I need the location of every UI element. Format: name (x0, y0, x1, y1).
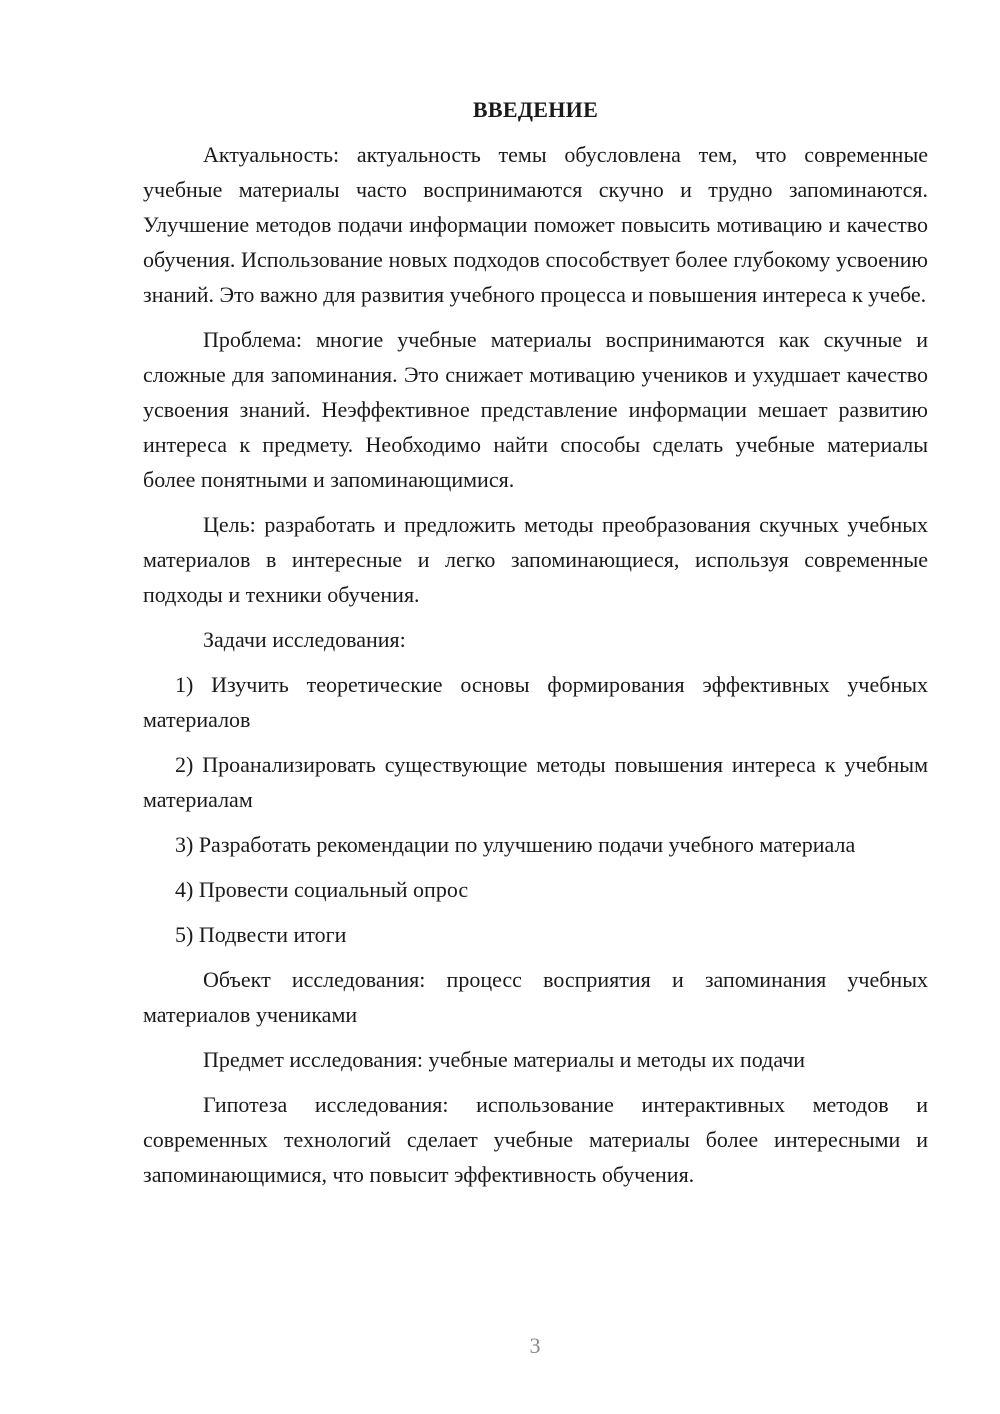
goal-paragraph: Цель: разработать и предложить методы преобразования скучных учебных материалов в интересные и легко запоминающиеся, используя современные подходы и техники обучения. (143, 512, 928, 607)
task-item: 3) Разработать рекомендации по улучшению подачи учебного материала (175, 832, 856, 857)
relevance-paragraph: Актуальность: актуальность темы обусловлена тем, что современные учебные материалы часто воспринимаются скучно и трудно запоминаются. Улучшение методов подачи информации поможет повысить мотивацию и качество обучения. Использование новых подходов способствует более глубокому усвоению знаний. Это важно для развития учебного процесса и повышения интереса к учебе. (143, 142, 928, 307)
object-paragraph: Объект исследования: процесс восприятия и запоминания учебных материалов учениками (143, 967, 928, 1027)
task-item: 5) Подвести итоги (175, 922, 347, 947)
page-number: 3 (529, 1333, 541, 1358)
task-item: 2) Проанализировать существующие методы повышения интереса к учебным материалам (143, 752, 928, 812)
problem-paragraph: Проблема: многие учебные материалы воспринимаются как скучные и сложные для запоминания. Это снижает мотивацию учеников и ухудшает качество усвоения знаний. Неэффективное представление информации мешает развитию интереса к предмету. Необходимо найти способы сделать учебные материалы более понятными и запоминающимися. (143, 327, 928, 492)
subject-paragraph: Предмет исследования: учебные материалы и методы их подачи (203, 1047, 806, 1072)
task-item: 1) Изучить теоретические основы формирования эффективных учебных материалов (143, 672, 928, 732)
tasks-heading: Задачи исследования: (203, 627, 406, 652)
hypothesis-paragraph: Гипотеза исследования: использование интерактивных методов и современных технологий сделает учебные материалы более интересными и запоминающимися, что повысит эффективность обучения. (143, 1092, 928, 1187)
task-item: 4) Провести социальный опрос (175, 877, 469, 902)
document-page (143, 92, 928, 1202)
section-title: ВВЕДЕНИЕ (472, 97, 599, 122)
